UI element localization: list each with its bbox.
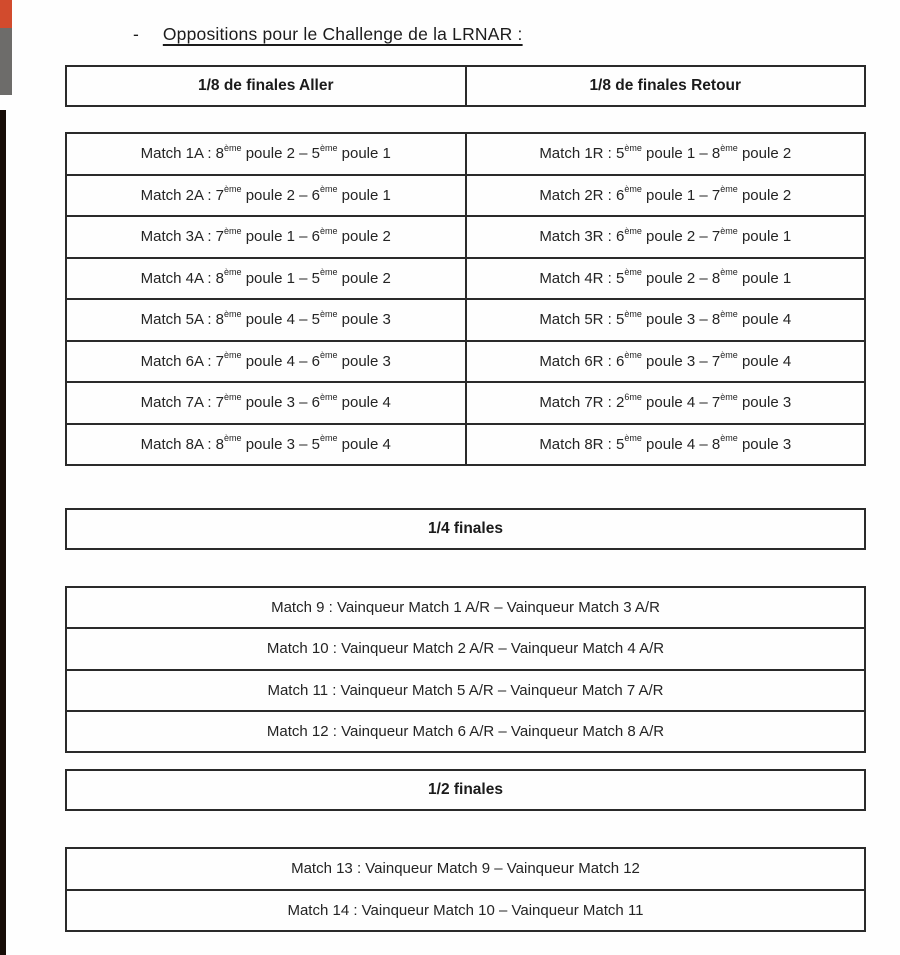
- match-text: poule 4: [737, 311, 792, 329]
- match-cell-5a: Match 5A : 8 $^{ème}$ poule 4 – 5 $^{ème}$ poule 3: [67, 300, 467, 340]
- match-text: poule 3 – 5: [241, 435, 320, 453]
- match-text: poule 3: [737, 394, 792, 412]
- table-row: [67, 627, 864, 668]
- match-text: Match 3A : 7: [140, 228, 225, 246]
- match-text: poule 1: [737, 228, 792, 246]
- match-cell-6r: Match 6R : 6 $^{ème}$ poule 3 – 7 $^{ème}$ poule 4: [539, 350, 792, 370]
- match-cell-8a: Match 8A : 8 $^{ème}$ poule 3 – 5 $^{ème}$ poule 4: [67, 425, 467, 465]
- table-row: [67, 381, 864, 423]
- match-text: poule 3 – 7: [641, 352, 721, 370]
- eighth-finals-aller-header: 1/8 de finales Aller: [67, 67, 467, 105]
- match-text: Match 2A : 7: [140, 186, 225, 204]
- match-text: poule 1: [337, 145, 391, 163]
- match-cell-10: Match 10 : Vainqueur Match 2 A/R – Vainqueur Match 4 A/R: [266, 640, 665, 658]
- table-row: [67, 340, 864, 382]
- table-row: [67, 669, 864, 710]
- match-text: poule 4 – 8: [641, 435, 721, 453]
- page-edge-accent-gray-bar: [0, 28, 12, 95]
- list-dash: -: [133, 24, 139, 44]
- table-header-row: [67, 510, 864, 548]
- match-text: Match 8A : 8: [140, 435, 225, 453]
- match-cell-14: Match 14 : Vainqueur Match 10 – Vainqueur Match 11: [287, 901, 644, 919]
- match-cell-1a: Match 1A : 8 $^{ème}$ poule 2 – 5 $^{ème}$ poule 1: [67, 134, 467, 174]
- match-text: Match 8R : 5: [539, 435, 625, 453]
- match-text: Match 4R : 5: [539, 269, 625, 287]
- match-text: Match 1R : 5: [539, 145, 625, 163]
- match-text: poule 3 – 6: [241, 394, 320, 412]
- match-text: poule 2: [737, 145, 792, 163]
- match-cell-8r: Match 8R : 5 $^{ème}$ poule 4 – 8 $^{ème}$ poule 3: [539, 433, 792, 453]
- match-cell-1r: Match 1R : 5 $^{ème}$ poule 1 – 8 $^{ème}$ poule 2: [539, 142, 792, 163]
- match-text: poule 2: [737, 186, 792, 204]
- match-text: poule 4: [337, 394, 391, 412]
- eighth-finals-header-table: [65, 65, 866, 107]
- match-text: Match 4A : 8: [140, 269, 225, 287]
- table-row: [67, 849, 864, 889]
- eighth-finals-table: [65, 132, 866, 466]
- match-text: poule 3: [337, 352, 391, 370]
- table-row: [67, 423, 864, 465]
- table-row: [67, 215, 864, 257]
- match-text: poule 1 – 7: [641, 186, 721, 204]
- match-text: poule 2 – 5: [241, 145, 320, 163]
- match-cell-4r: Match 4R : 5 $^{ème}$ poule 2 – 8 $^{ème}$ poule 1: [539, 267, 792, 287]
- match-text: poule 4 – 6: [241, 352, 320, 370]
- match-text: Match 3R : 6: [539, 228, 625, 246]
- match-text: poule 4: [337, 435, 391, 453]
- match-text: poule 4: [737, 352, 792, 370]
- match-text: Match 5R : 5: [539, 311, 625, 329]
- match-cell-3a: Match 3A : 7 $^{ème}$ poule 1 – 6 $^{ème}$ poule 2: [67, 217, 467, 257]
- match-text: Match 6R : 6: [539, 352, 625, 370]
- match-cell-2r: Match 2R : 6 $^{ème}$ poule 1 – 7 $^{ème}$ poule 2: [539, 184, 792, 204]
- match-text: Match 2R : 6: [539, 186, 625, 204]
- match-text: poule 2 – 7: [641, 228, 721, 246]
- match-cell-7a: Match 7A : 7 $^{ème}$ poule 3 – 6 $^{ème}$ poule 4: [67, 383, 467, 423]
- match-cell-7r: Match 7R : 2 $^{6me}$ poule 4 – 7 $^{ème}$ poule 3: [539, 391, 792, 412]
- table-row: [67, 710, 864, 751]
- match-cell-5r: Match 5R : 5 $^{ème}$ poule 3 – 8 $^{ème}$ poule 4: [539, 308, 792, 329]
- match-text: poule 2: [337, 269, 391, 287]
- table-header-row: [67, 67, 864, 105]
- match-cell-9: Match 9 : Vainqueur Match 1 A/R – Vainqueur Match 3 A/R: [271, 599, 660, 617]
- match-text: poule 1: [337, 186, 391, 204]
- match-text: poule 3 – 8: [641, 311, 721, 329]
- table-header-row: [67, 771, 864, 809]
- match-text: Match 1A : 8: [140, 145, 225, 163]
- match-text: Match 5A : 8: [140, 311, 225, 329]
- page-title: Oppositions pour le Challenge de la LRNAR :: [162, 24, 523, 44]
- table-row: [67, 134, 864, 174]
- table-row: [67, 174, 864, 216]
- table-row: [67, 588, 864, 627]
- section-title-row: [133, 24, 523, 45]
- table-row: [67, 257, 864, 299]
- match-text: poule 1: [737, 269, 792, 287]
- match-text: Match 7R : 2: [539, 394, 625, 412]
- match-cell-6a: Match 6A : 7 $^{ème}$ poule 4 – 6 $^{ème}$ poule 3: [67, 342, 467, 382]
- table-row: [67, 298, 864, 340]
- match-text: poule 2 – 6: [241, 186, 320, 204]
- semi-finals-header-table: [65, 769, 866, 811]
- quarter-finals-table: [65, 586, 866, 753]
- match-text: poule 4 – 5: [241, 311, 320, 329]
- table-row: [67, 889, 864, 931]
- match-text: poule 3: [337, 311, 391, 329]
- match-text: Match 7A : 7: [140, 394, 225, 412]
- match-text: poule 3: [737, 435, 792, 453]
- match-text: Match 6A : 7: [140, 352, 225, 370]
- match-cell-3r: Match 3R : 6 $^{ème}$ poule 2 – 7 $^{ème}$ poule 1: [539, 225, 792, 246]
- match-text: poule 1 – 5: [241, 269, 320, 287]
- semi-finals-header: 1/2 finales: [428, 781, 503, 799]
- match-text: poule 1 – 6: [241, 228, 320, 246]
- semi-finals-table: [65, 847, 866, 932]
- match-text: poule 1 – 8: [641, 145, 721, 163]
- match-cell-12: Match 12 : Vainqueur Match 6 A/R – Vainqueur Match 8 A/R: [266, 722, 665, 740]
- match-text: poule 4 – 7: [641, 394, 721, 412]
- page-edge-accent-red-bar: [0, 0, 12, 28]
- match-text: poule 2: [337, 228, 391, 246]
- match-cell-11: Match 11 : Vainqueur Match 5 A/R – Vainqueur Match 7 A/R: [267, 681, 664, 699]
- quarter-finals-header-table: [65, 508, 866, 550]
- match-text: poule 2 – 8: [641, 269, 721, 287]
- page-edge-black-bar: [0, 110, 6, 955]
- match-cell-2a: Match 2A : 7 $^{ème}$ poule 2 – 6 $^{ème}$ poule 1: [67, 176, 467, 216]
- match-cell-4a: Match 4A : 8 $^{ème}$ poule 1 – 5 $^{ème}$ poule 2: [67, 259, 467, 299]
- match-cell-13: Match 13 : Vainqueur Match 9 – Vainqueur Match 12: [291, 860, 640, 878]
- quarter-finals-header: 1/4 finales: [428, 520, 503, 538]
- eighth-finals-retour-header: 1/8 de finales Retour: [589, 77, 742, 95]
